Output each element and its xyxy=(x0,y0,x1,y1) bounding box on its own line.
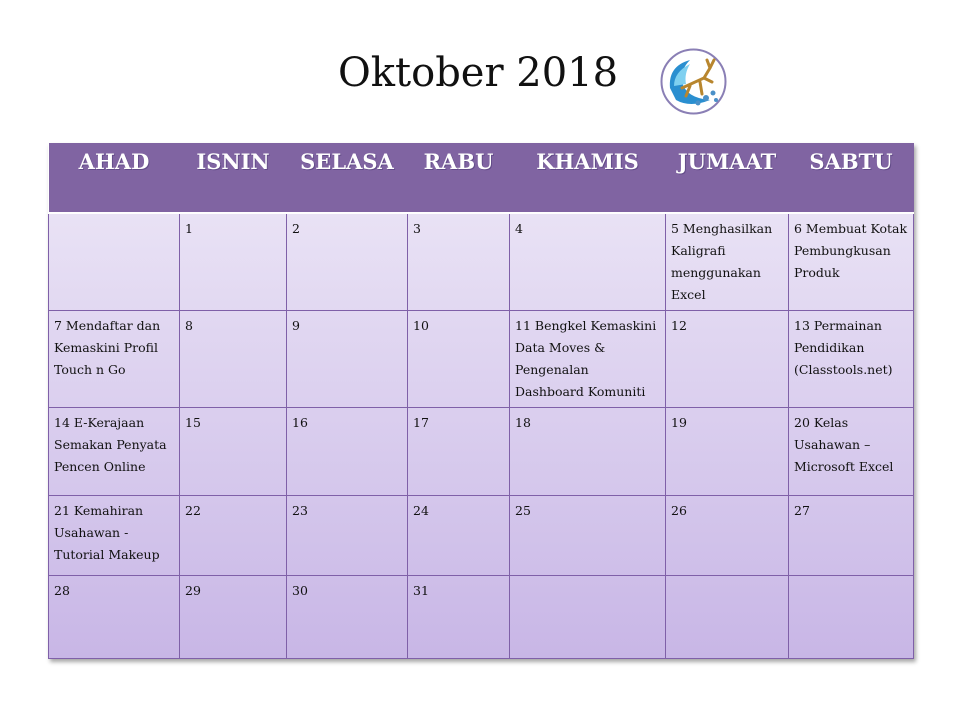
day-cell: 31 xyxy=(408,576,510,659)
week-row xyxy=(49,311,914,408)
day-cell: 27 xyxy=(789,496,914,576)
week-row xyxy=(49,576,914,659)
day-cell: 17 xyxy=(408,408,510,496)
day-cell: 15 xyxy=(180,408,287,496)
week-row xyxy=(49,408,914,496)
day-header-sabtu: SABTU xyxy=(789,143,914,213)
day-header-isnin: ISNIN xyxy=(180,143,287,213)
day-cell: 2 xyxy=(287,213,408,311)
day-cell: 1 xyxy=(180,213,287,311)
day-cell: 19 xyxy=(666,408,789,496)
day-header-selasa: SELASA xyxy=(287,143,408,213)
day-cell: 11 Bengkel Kemaskini Data Moves & Pengenalan Dashboard Komuniti xyxy=(510,311,666,408)
day-cell: 24 xyxy=(408,496,510,576)
day-cell: 12 xyxy=(666,311,789,408)
day-cell: 22 xyxy=(180,496,287,576)
day-cell xyxy=(49,213,180,311)
day-cell: 4 xyxy=(510,213,666,311)
day-cell: 23 xyxy=(287,496,408,576)
day-cell: 9 xyxy=(287,311,408,408)
page-title: Oktober 2018 xyxy=(338,50,619,96)
week-row xyxy=(49,213,914,311)
day-cell xyxy=(666,576,789,659)
day-cell xyxy=(510,576,666,659)
day-cell: 28 xyxy=(49,576,180,659)
day-header-khamis: KHAMIS xyxy=(510,143,666,213)
day-cell: 26 xyxy=(666,496,789,576)
day-cell: 20 Kelas Usahawan – Microsoft Excel xyxy=(789,408,914,496)
day-cell xyxy=(789,576,914,659)
deer-logo-icon xyxy=(660,48,727,115)
day-cell: 3 xyxy=(408,213,510,311)
calendar-header-row xyxy=(49,143,914,213)
day-cell: 21 Kemahiran Usahawan - Tutorial Makeup xyxy=(49,496,180,576)
day-cell: 6 Membuat Kotak Pembungkusan Produk xyxy=(789,213,914,311)
day-cell: 18 xyxy=(510,408,666,496)
day-cell: 25 xyxy=(510,496,666,576)
day-cell: 8 xyxy=(180,311,287,408)
day-header-rabu: RABU xyxy=(408,143,510,213)
day-cell: 10 xyxy=(408,311,510,408)
day-header-ahad: AHAD xyxy=(49,143,180,213)
day-cell: 30 xyxy=(287,576,408,659)
day-cell: 5 Menghasilkan Kaligrafi menggunakan Excel xyxy=(666,213,789,311)
day-cell: 16 xyxy=(287,408,408,496)
day-cell: 14 E-Kerajaan Semakan Penyata Pencen Online xyxy=(49,408,180,496)
day-cell: 7 Mendaftar dan Kemaskini Profil Touch n Go xyxy=(49,311,180,408)
calendar-table xyxy=(48,143,914,659)
day-cell: 29 xyxy=(180,576,287,659)
week-row xyxy=(49,496,914,576)
day-cell: 13 Permainan Pendidikan (Classtools.net) xyxy=(789,311,914,408)
day-header-jumaat: JUMAAT xyxy=(666,143,789,213)
